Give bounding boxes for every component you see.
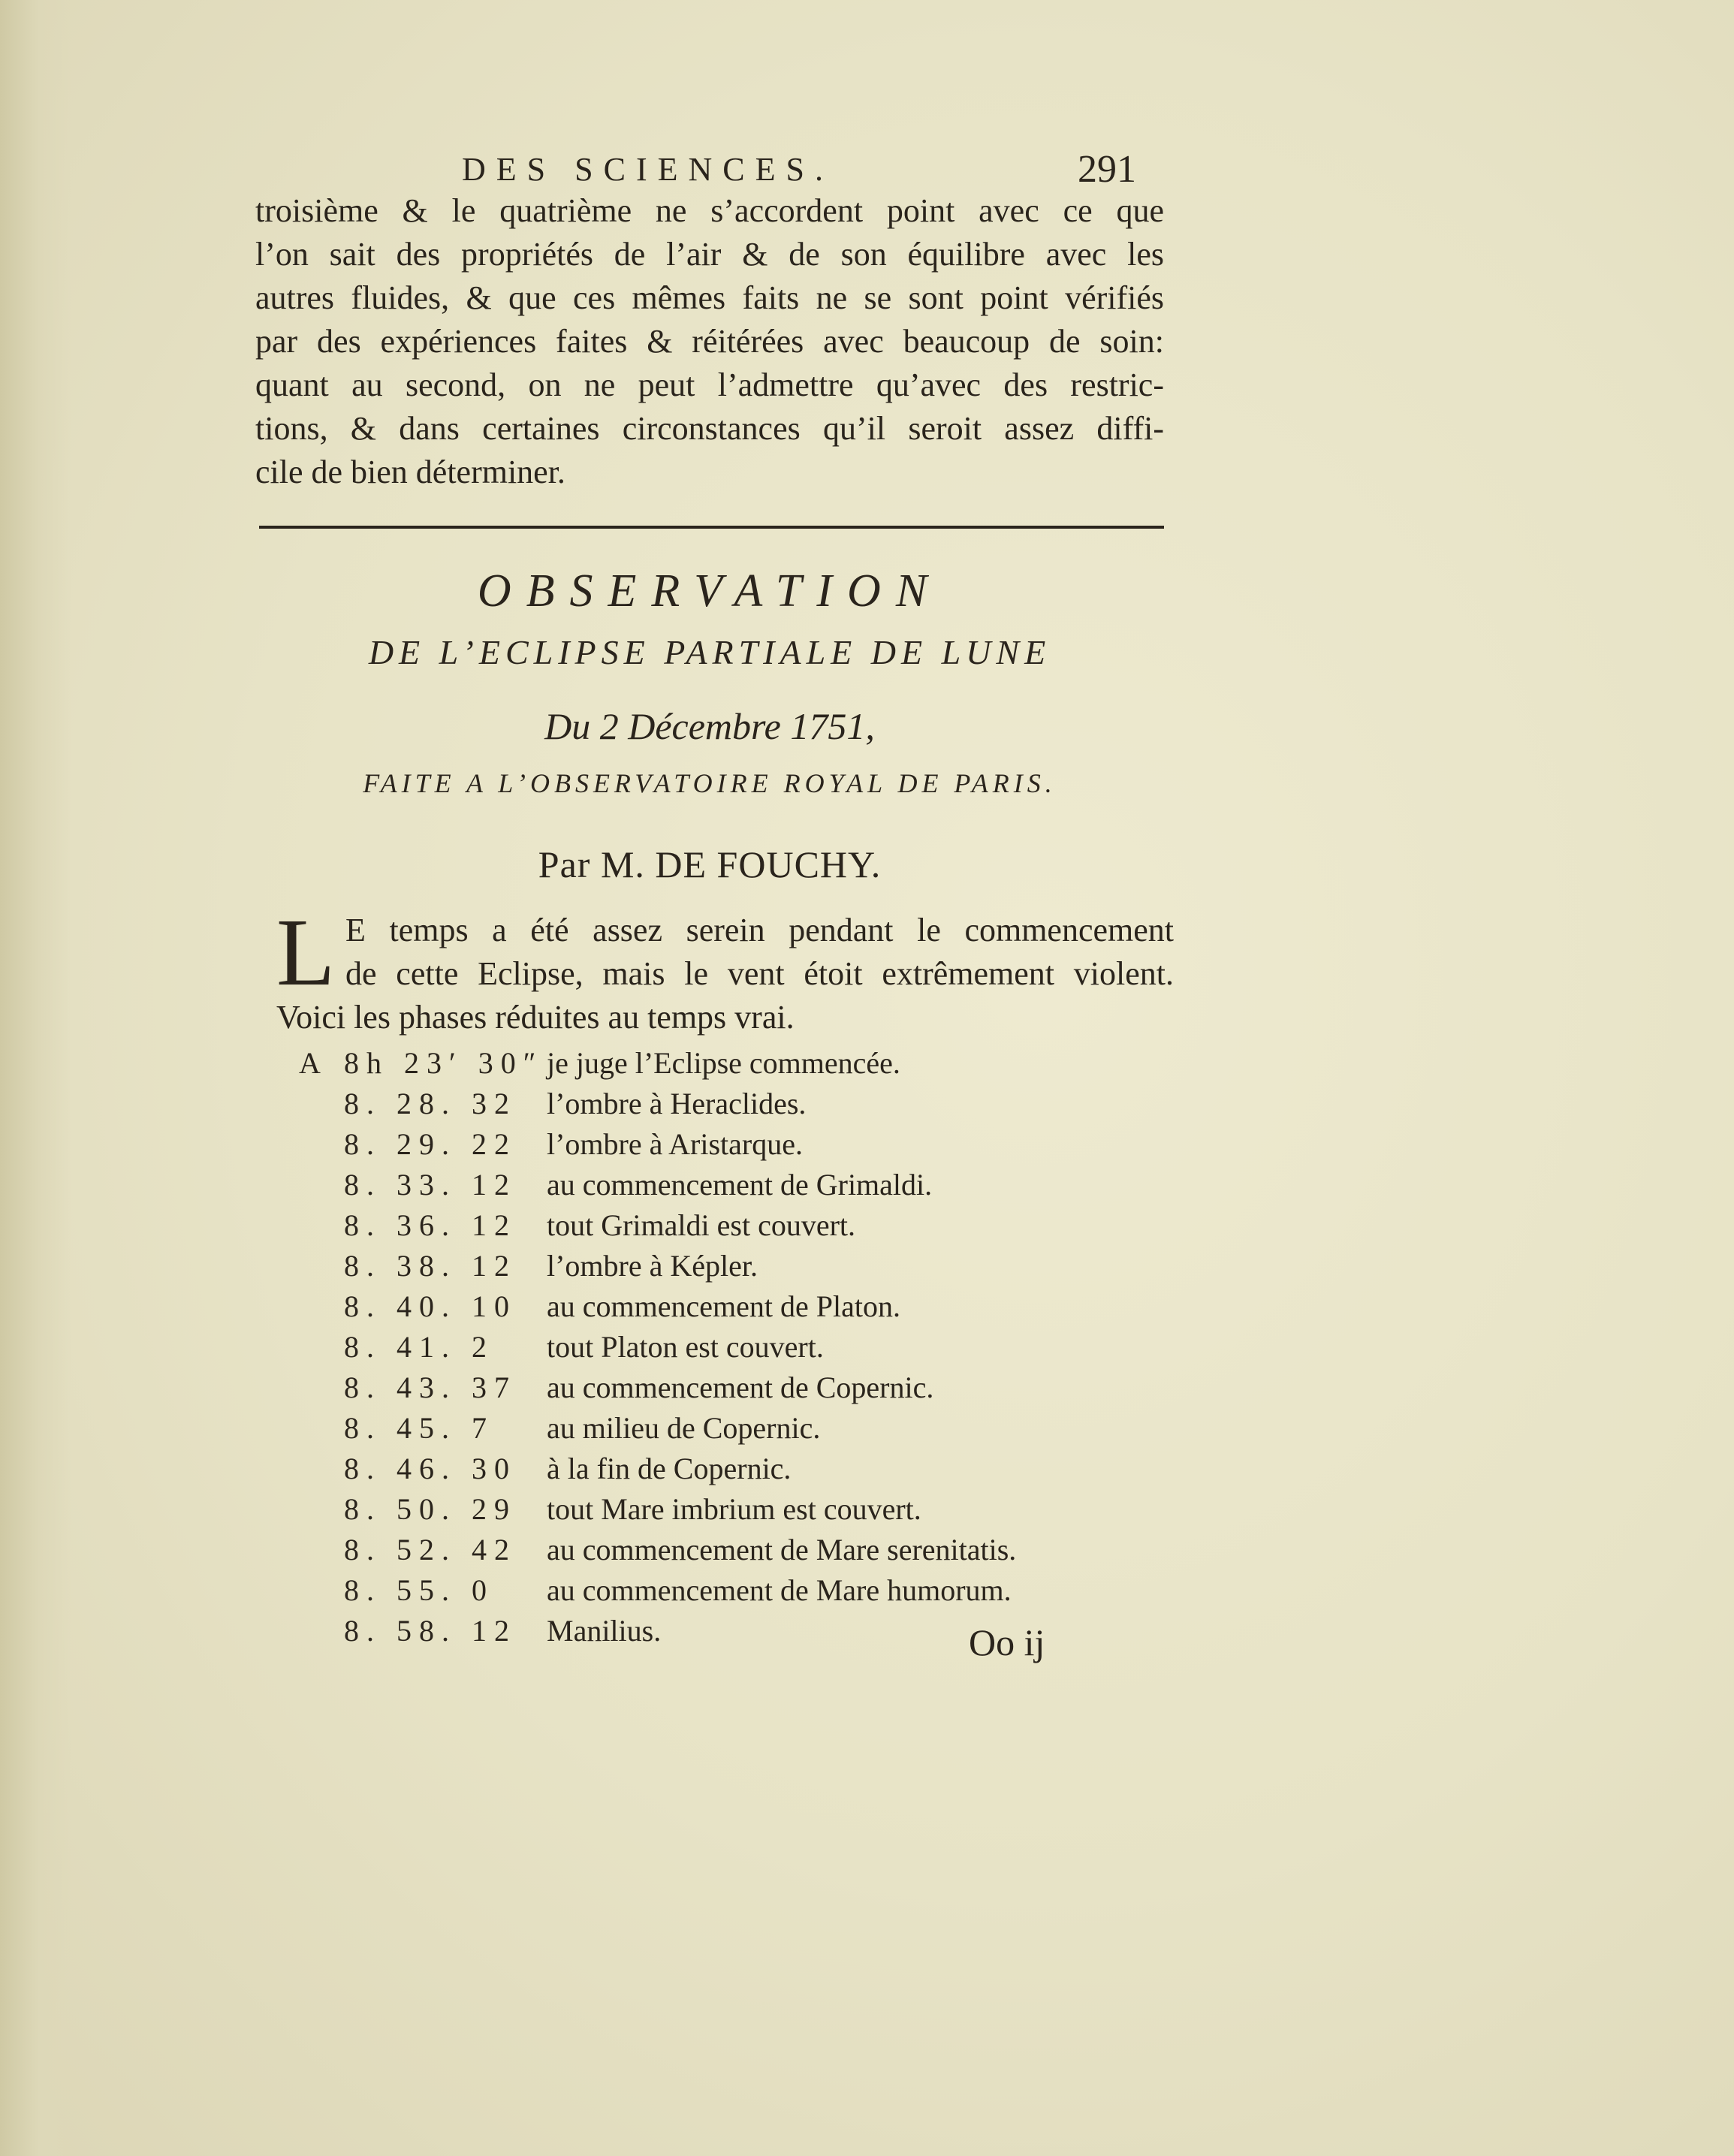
phase-row xyxy=(299,1167,1087,1208)
article-date: Du 2 Décembre 1751, xyxy=(544,705,875,747)
phase-row xyxy=(299,1126,1087,1167)
phase-time: 8. 40. 10 xyxy=(344,1289,517,1323)
phase-prefix: A xyxy=(299,1046,321,1080)
phase-time: 8. 50. 29 xyxy=(344,1492,517,1526)
drop-cap: L xyxy=(276,899,336,1006)
phase-time: 8. 28. 32 xyxy=(344,1087,517,1120)
text-line: quant au second, on ne peut l’admettre qu’avec des restric- xyxy=(255,366,1164,403)
phase-description: au commencement de Mare humorum. xyxy=(547,1573,1012,1607)
phase-row xyxy=(299,1289,1087,1329)
text-line: autres fluides, & que ces mêmes faits ne se sont point vérifiés xyxy=(255,279,1164,316)
phase-description: tout Platon est couvert. xyxy=(547,1330,824,1364)
phase-time: 8. 33. 12 xyxy=(344,1168,517,1202)
phase-row xyxy=(299,1329,1087,1370)
phase-time: 8. 41. 2 xyxy=(344,1330,494,1364)
phase-time: 8. 46. 30 xyxy=(344,1452,517,1485)
page-spine-shadow xyxy=(0,0,71,2156)
section-rule xyxy=(259,526,1164,529)
phase-time: 8. 52. 42 xyxy=(344,1533,517,1566)
phase-row xyxy=(299,1451,1087,1491)
phase-description: au commencement de Mare serenitatis. xyxy=(547,1533,1017,1566)
phase-time: 8. 43. 37 xyxy=(344,1370,517,1404)
intro-line: de cette Eclipse, mais le vent étoit extrêmement violent. xyxy=(345,955,1174,992)
article-title: OBSERVATION xyxy=(477,565,942,617)
phase-row xyxy=(299,1532,1087,1573)
phase-time: 8. 55. 0 xyxy=(344,1573,494,1607)
phase-time: 8. 36. 12 xyxy=(344,1208,517,1242)
intro-paragraph xyxy=(276,899,1174,1039)
article-location: FAITE A L’OBSERVATOIRE ROYAL DE PARIS. xyxy=(363,768,1057,798)
running-title: DES SCIENCES. xyxy=(462,151,834,188)
phase-row xyxy=(299,1491,1087,1532)
phase-row xyxy=(299,1370,1087,1410)
phase-description: au commencement de Copernic. xyxy=(547,1370,934,1404)
phase-row xyxy=(299,1573,1087,1613)
phase-description: au commencement de Platon. xyxy=(547,1289,900,1323)
phase-description: Manilius. xyxy=(547,1614,662,1648)
text-line: l’on sait des propriétés de l’air & de son équilibre avec les xyxy=(255,236,1164,273)
phase-time: 8h 23′ 30″ xyxy=(344,1046,544,1080)
phase-description: je juge l’Eclipse commencée. xyxy=(547,1046,900,1080)
phase-time: 8. 29. 22 xyxy=(344,1127,517,1161)
phase-description: tout Grimaldi est couvert. xyxy=(547,1208,856,1242)
article-subtitle: DE L’ECLIPSE PARTIALE DE LUNE xyxy=(368,633,1051,671)
phase-row xyxy=(299,1410,1087,1451)
article-author: Par M. DE FOUCHY. xyxy=(538,843,882,885)
phase-time: 8. 38. 12 xyxy=(344,1249,517,1283)
phase-row xyxy=(299,1045,1087,1086)
phase-description: l’ombre à Heraclides. xyxy=(547,1087,807,1120)
body-text xyxy=(255,189,1164,494)
phase-row xyxy=(299,1248,1087,1289)
phase-description: tout Mare imbrium est couvert. xyxy=(547,1492,921,1526)
running-head xyxy=(255,150,1157,195)
text-line: tions, & dans certaines circonstances qu’il seroit assez diffi- xyxy=(255,410,1164,447)
phase-row xyxy=(299,1086,1087,1126)
phase-description: l’ombre à Képler. xyxy=(547,1249,758,1283)
phase-description: à la fin de Copernic. xyxy=(547,1452,792,1485)
intro-line: E temps a été assez serein pendant le commencement xyxy=(345,912,1174,948)
phase-description: au milieu de Copernic. xyxy=(547,1411,821,1445)
phase-time: 8. 58. 12 xyxy=(344,1614,517,1648)
intro-line: Voici les phases réduites au temps vrai. xyxy=(276,999,795,1036)
phases-table xyxy=(299,1045,1087,1654)
phase-time: 8. 45. 7 xyxy=(344,1411,494,1445)
text-line: troisième & le quatrième ne s’accordent point avec ce que xyxy=(255,192,1164,229)
phase-row xyxy=(299,1208,1087,1248)
signature-mark: Oo ij xyxy=(969,1621,1045,1663)
text-line: cile de bien déterminer. xyxy=(255,454,565,490)
phase-description: l’ombre à Aristarque. xyxy=(547,1127,803,1161)
phase-description: au commencement de Grimaldi. xyxy=(547,1168,933,1202)
page-number: 291 xyxy=(1078,148,1136,191)
text-line: par des expériences faites & réitérées avec beaucoup de soin: xyxy=(255,323,1164,360)
